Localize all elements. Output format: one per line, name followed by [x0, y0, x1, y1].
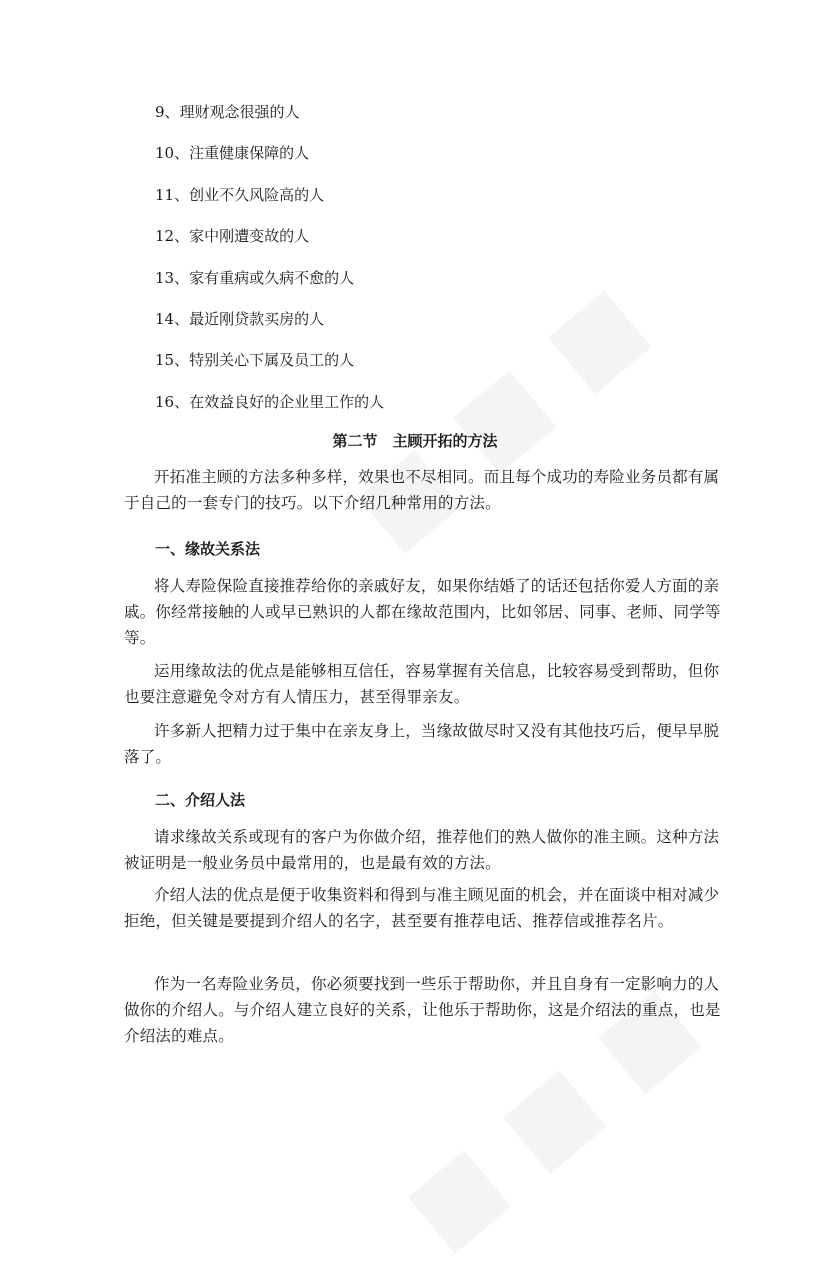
intro-paragraph: 开拓准主顾的方法多种多样，效果也不尽相同。而且每个成功的寿险业务员都有属于自己的一套专门的技巧。以下介绍几种常用的方法。 — [124, 468, 720, 512]
list-item: 11、创业不久风险高的人 — [155, 186, 325, 204]
list-item: 16、在效益良好的企业里工作的人 — [155, 393, 385, 411]
list-item: 14、最近刚贷款买房的人 — [155, 310, 325, 328]
list-item: 15、特别关心下属及员工的人 — [155, 351, 355, 369]
section-title: 第二节 主顾开拓的方法 — [332, 432, 498, 450]
list-item: 12、家中刚遭变故的人 — [155, 227, 310, 245]
method2-paragraph: 请求缘故关系或现有的客户为你做介绍，推荐他们的熟人做你的准主顾。这种方法被证明是一般业务员中最常用的，也是最有效的方法。 — [124, 828, 720, 872]
method2-paragraph: 介绍人法的优点是便于收集资料和得到与准主顾见面的机会，并在面谈中相对减少拒绝，但关键是要提到介绍人的名字，甚至要有推荐电话、推荐信或推荐名片。 — [124, 886, 720, 930]
method1-paragraph: 将人寿险保险直接推荐给你的亲戚好友，如果你结婚了的话还包括你爱人方面的亲戚。你经常接触的人或早已熟识的人都在缘故范围内，比如邻居、同事、老师、同学等等。 — [124, 577, 721, 647]
method1-paragraph: 许多新人把精力过于集中在亲友身上，当缘故做尽时又没有其他技巧后，便早早脱落了。 — [124, 722, 720, 766]
watermark — [334, 264, 666, 568]
method2-paragraph: 作为一名寿险业务员，你必须要找到一些乐于帮助你，并且自身有一定影响力的人做你的介绍人。与介绍人建立良好的关系，让他乐于帮助你，这是介绍法的重点，也是介绍法的难点。 — [124, 975, 721, 1045]
list-item: 10、注重健康保障的人 — [155, 144, 310, 162]
method1-paragraph: 运用缘故法的优点是能够相互信任，容易掌握有关信息，比较容易受到帮助，但你也要注意避免令对方有人情压力，甚至得罪亲友。 — [124, 662, 720, 706]
list-item: 13、家有重病或久病不愈的人 — [155, 269, 355, 287]
method2-heading: 二、介绍人法 — [155, 791, 246, 809]
method1-heading: 一、缘故关系法 — [155, 540, 261, 558]
list-item: 9、理财观念很强的人 — [155, 103, 300, 121]
